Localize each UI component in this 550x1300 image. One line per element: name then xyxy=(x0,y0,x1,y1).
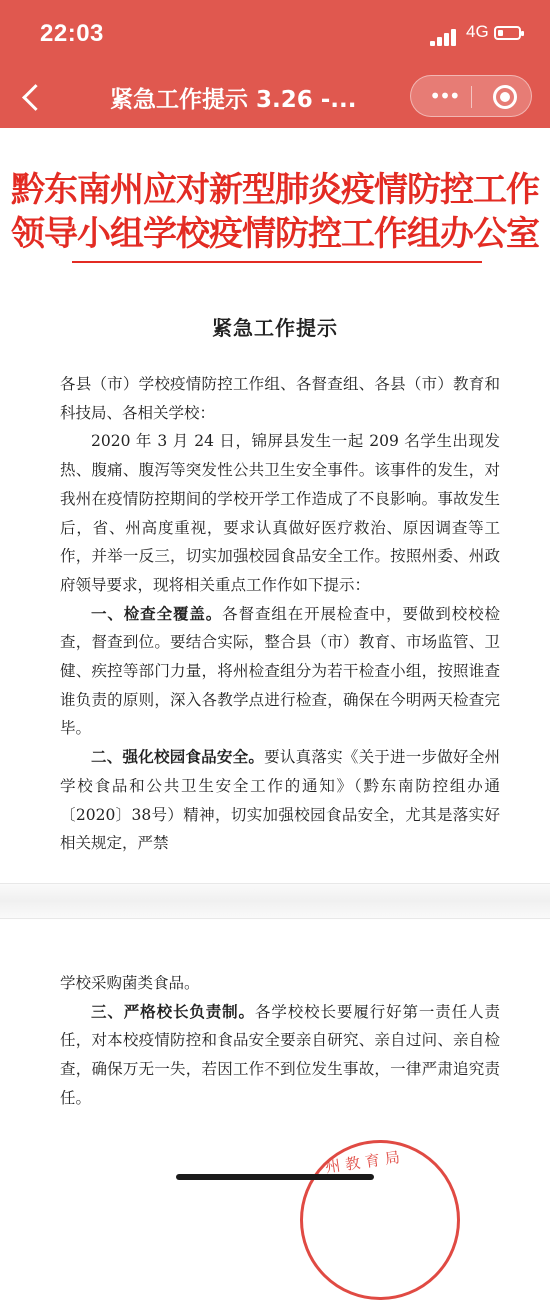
network-type: 4G xyxy=(466,22,489,41)
mini-program-capsule xyxy=(410,75,532,117)
item-1-heading: 一、检查全覆盖。 xyxy=(91,603,223,623)
item-3 xyxy=(60,998,500,1113)
paragraph-1: 2020 年 3 月 24 日，锦屏县发生一起 209 名学生出现发热、腹痛、腹泻等突发性公共卫生安全事件。该事件的发生，对我州在疫情防控期间的学校开学工作造成了不良影响。事故发生后，省、州高度重视，要求认真做好医疗救治、原因调查等工作，并举一反三，切实加强校园食品安全工作。按照州委、州政府领导要求，现将相关重点工作作如下提示： xyxy=(60,432,500,594)
status-time: 22:03 xyxy=(40,20,104,47)
item-2 xyxy=(60,743,500,858)
document-body-page2 xyxy=(60,969,500,1113)
issuing-org xyxy=(0,168,550,256)
salutation: 各县（市）学校疫情防控工作组、各督查组、各县（市）教育和科技局、各相关学校： xyxy=(60,375,500,422)
item-2-body: 要认真落实《关于进一步做好全州学校食品和公共卫生安全工作的通知》（黔东南防控组办通〔2020〕38号）精神，切实加强校园食品安全，尤其是落实好相关规定，严禁 xyxy=(60,748,500,853)
battery-icon xyxy=(494,26,521,40)
item-3-body: 各学校校长要履行好第一责任人责任，对本校疫情防控和食品安全要亲自研究、亲自过问、亲自检查，确保万无一失，若因工作不到位发生事故，一律严肃追究责任。 xyxy=(60,1002,500,1107)
capsule-divider xyxy=(471,86,472,108)
item-2-heading: 二、强化校园食品安全。 xyxy=(91,747,265,767)
official-seal xyxy=(300,1140,460,1300)
home-indicator[interactable] xyxy=(176,1174,374,1180)
page-title: 紧急工作提示 3.26 -... xyxy=(110,87,357,113)
org-line-2: 领导小组学校疫情防控工作组办公室 xyxy=(11,214,539,254)
item-1-body: 各督查组在开展检查中，要做到校校检查，督查到位。要结合实际，整合县（市）教育、市场监管、卫健、疾控等部门力量，将州检查组分为若干检查小组，按照谁查谁负责的原则，深入各教学点进行检查，确保在今明两天检查完毕。 xyxy=(60,604,500,738)
red-divider xyxy=(72,261,482,263)
item-3-heading: 三、严格校长负责制。 xyxy=(91,1001,255,1021)
more-icon[interactable]: ••• xyxy=(429,84,459,108)
page-break xyxy=(0,883,550,919)
org-line-1: 黔东南州应对新型肺炎疫情防控工作 xyxy=(11,170,539,210)
close-target-icon[interactable] xyxy=(493,85,517,109)
item-1 xyxy=(60,600,500,744)
document-title: 紧急工作提示 xyxy=(212,316,338,340)
back-arrow-icon[interactable] xyxy=(18,82,48,112)
document-body-page1 xyxy=(60,370,500,858)
signal-icon xyxy=(430,28,460,46)
item-2-continued: 学校采购菌类食品。 xyxy=(60,974,200,992)
status-bar xyxy=(0,18,550,52)
wechat-header xyxy=(0,0,550,128)
